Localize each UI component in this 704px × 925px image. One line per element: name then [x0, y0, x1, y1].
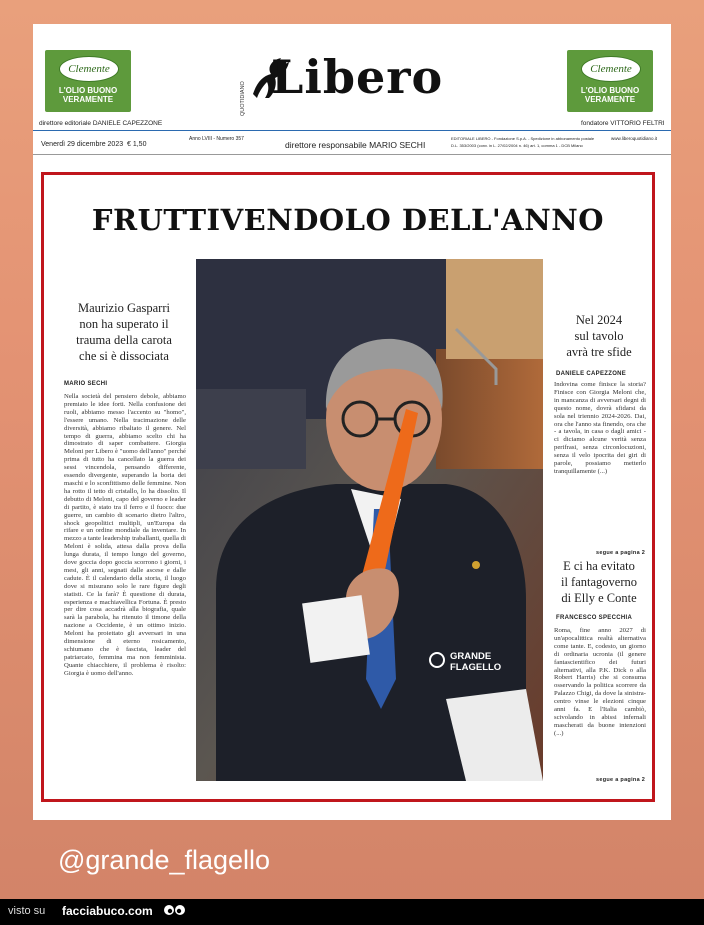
main-headline: FRUTTIVENDOLO DELL'ANNO	[91, 203, 605, 237]
newspaper-page	[33, 24, 671, 820]
sponsor-brand-left: Clemente	[59, 56, 119, 82]
right-top-article-title	[549, 312, 649, 360]
front-page-frame	[41, 172, 655, 802]
publisher-info-1: EDITORIALE LIBERO - Fondazione S.p.A. - Spedizione in abbonamento postale	[451, 136, 595, 141]
right-top-article-author: DANIELE CAPEZZONE	[556, 371, 627, 377]
sponsor-logo-left	[45, 50, 131, 112]
watermark-icon	[429, 652, 445, 668]
right-bottom-continued: segue a pagina 2	[596, 777, 646, 783]
contacts: www.liberoquotidiano.it	[611, 136, 658, 141]
issue-date: Venerdì 29 dicembre 2023	[41, 141, 124, 148]
title-line: trauma della carota	[76, 333, 172, 347]
title-line: E ci ha evitato	[563, 559, 635, 573]
editorial-director: direttore editoriale DANIELE CAPEZZONE	[39, 120, 163, 127]
title-line: sul tavolo	[574, 329, 624, 343]
header-rule	[33, 130, 671, 131]
publisher-info-2: D.L. 353/2003 (conv. in L. 27/02/2004 n. 46) art. 1, comma 1 - DCB Milano	[451, 143, 583, 148]
masthead-tag: QUOTIDIANO	[240, 81, 246, 116]
issue-number: Anno LVIII - Numero 357	[189, 136, 244, 142]
price: € 1,50	[127, 141, 147, 148]
left-article-title	[64, 300, 184, 364]
right-top-continued: segue a pagina 2	[596, 550, 646, 556]
slogan-line-1: L'OLIO BUONO	[58, 86, 118, 95]
founder: fondatore VITTORIO FELTRI	[581, 120, 665, 127]
left-article-author: MARIO SECHI	[64, 381, 108, 387]
sponsor-brand-right: Clemente	[581, 56, 641, 82]
left-article-body: Nella società del pensiero debole, abbiamo premiato le idee forti. Nella confusione dei ruoli, abbiamo messo l'accento su "homo", l'essere umano. Nella tracimazione delle diversità, abbiamo ribaltato il genere. Nel tempo di guerra, abbiamo scelto chi ha dimostrato di saper combattere. Giorgia Meloni per Libero è "uomo dell'anno" perché prima di tutto ha cancellato la guerra dei sessi vincendola, pensando differente, essendo divergente, superando la boria dei maschi e lo sconfittismo delle femmine. Non ha rotto il tetto di cristallo, lo ha dissolto. Il debutto di Meloni, capo del governo e leader di partito, è stato tra il ferro e il fuoco: due guerre, un cambio di scenario dietro l'altro, shock geopolitici multipli, un'Europa da rifare e un ordine mondiale da inventare. In mezzo a tante leadership traballanti, quella di Meloni è solida, attesa dalla prova della lunga durata, il tempo lungo del governo, dove goccia dopo goccia scorrono i giorni, i mesi, gli anni, segnati dalle ascese e dalle cadute. È il calendario della storia, il luogo dove si misurano solo le rare figure degli statisti. Ce la farà? È questione di durata, esperienza e machiavellica Fortuna. È presto per dire cosa accadrà alla biografia, quale sarà la parabola, ha ritenuto il timone della nazione a Occidente, è un ottimo inizio. Meloni ha proiettato gli avversari in una dimensione di eterno rosicamento, schiumano che è fascista, leader del patriarcato, femmina ma non femminista. Quante chiacchiere, il problema è risolto: Giorgia è uomo dell'anno.	[64, 393, 186, 677]
right-bottom-article-title	[549, 558, 649, 606]
watermark-line: GRANDE	[450, 651, 492, 662]
right-top-article-body: Indovina come finisce la storia? Finisce con Giorgia Meloni che, in mancanza di avversari degni di questo nome, dovrà sfidarsi da sola nel triennio 2024-2026. Dai, ora che l'anno sta finendo, ora che - a tavola, in casa o dagli amici - ci diciamo alcune verità senza perifrasi, senza circonlocuzioni, senza il velo ipocrita dei giri di parole, possiamo metterlo tranquillamente (...)	[554, 381, 646, 475]
right-bottom-article-body: Roma, fine anno 2027 di un'apocalittica realtà alternativa come tante. E, codesto, un giorno di ordinaria ucronia (il genere fantascientifico dei futuri alternativi, alla P.K. Dick o alla Robert Harris) che si consuma osservando la politica scorrere da Palazzo Chigi, da dove la sinistra-centro vinse le elezioni cinque anni fa. E l'Italia cambiò, scivolando in abissi infernali mascherati da buone intenzioni (...)	[554, 627, 646, 737]
footer-bar	[0, 899, 704, 925]
title-line: che si è dissociata	[79, 349, 169, 363]
title-line: Nel 2024	[575, 313, 623, 327]
eyes-icon	[163, 902, 187, 920]
watermark-line: FLAGELLO	[450, 662, 502, 673]
title-line: non ha superato il	[79, 317, 169, 331]
sponsor-slogan-right	[567, 86, 653, 104]
photo-watermark	[450, 651, 501, 673]
sponsor-logo-right	[567, 50, 653, 112]
slogan-line-1: L'OLIO BUONO	[580, 86, 640, 95]
title-line: avrà tre sfide	[566, 345, 632, 359]
photo-image	[196, 259, 543, 781]
title-line: di Elly e Conte	[561, 591, 637, 605]
responsible-director: direttore responsabile MARIO SECHI	[285, 140, 426, 150]
masthead-title: Libero	[271, 50, 444, 104]
info-rule	[33, 154, 671, 155]
slogan-line-2: VERAMENTE	[62, 95, 114, 104]
slogan-line-2: VERAMENTE	[584, 95, 636, 104]
footer-site-link[interactable]: facciabuco.com	[62, 904, 153, 918]
title-line: il fantagoverno	[560, 575, 637, 589]
title-line: Maurizio Gasparri	[78, 301, 170, 315]
footer-visto: visto su	[8, 905, 46, 917]
sponsor-slogan-left	[45, 86, 131, 104]
instagram-handle[interactable]: @grande_flagello	[58, 845, 271, 875]
right-bottom-article-author: FRANCESCO SPECCHIA	[556, 615, 633, 621]
front-photo	[196, 259, 543, 781]
